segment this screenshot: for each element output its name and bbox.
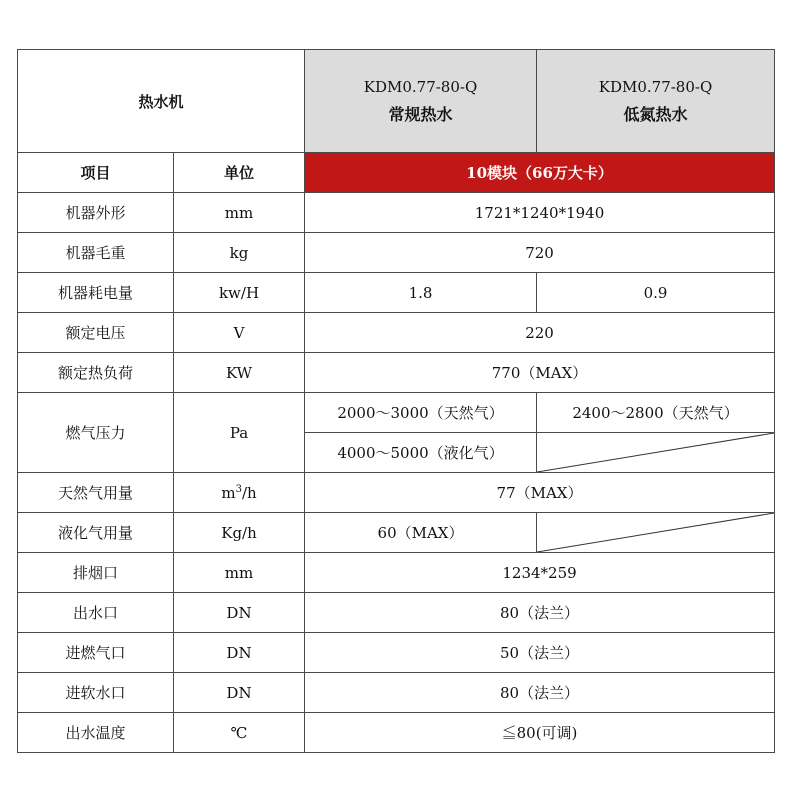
row-label: 天然气用量 <box>18 473 174 513</box>
row-label: 机器毛重 <box>18 233 174 273</box>
row-unit: Pa <box>174 393 305 473</box>
row-value-low-nox: 0.9 <box>537 273 775 313</box>
row-label: 额定热负荷 <box>18 353 174 393</box>
empty-diagonal-cell <box>537 513 775 553</box>
table-row <box>18 473 775 513</box>
row-value: 220 <box>305 313 775 353</box>
row-value-standard: 1.8 <box>305 273 537 313</box>
model-type-standard: 常规热水 <box>388 105 453 124</box>
module-banner: 10模块（66万大卡） <box>305 153 775 193</box>
row-value-standard: 60（MAX） <box>305 513 537 553</box>
model-code-low-nox: KDM0.77-80-Q <box>598 78 713 96</box>
row-label: 机器外形 <box>18 193 174 233</box>
row-value: ≦80(可调) <box>305 713 775 753</box>
table-row <box>18 713 775 753</box>
table-row <box>18 273 775 313</box>
row-unit: kw/H <box>174 273 305 313</box>
row-value: 50（法兰） <box>305 633 775 673</box>
row-label: 出水温度 <box>18 713 174 753</box>
row-label: 进软水口 <box>18 673 174 713</box>
table-row <box>18 233 775 273</box>
column-header-item: 项目 <box>18 153 174 193</box>
table-row <box>18 393 775 433</box>
diagonal-line <box>537 433 774 472</box>
model-cell-low-nox <box>537 50 775 153</box>
table-row <box>18 513 775 553</box>
column-header-unit: 单位 <box>174 153 305 193</box>
row-label: 机器耗电量 <box>18 273 174 313</box>
row-unit: kg <box>174 233 305 273</box>
row-label: 进燃气口 <box>18 633 174 673</box>
unit-superscript: 3 <box>235 483 242 495</box>
unit-base: m <box>221 483 236 502</box>
row-value: 720 <box>305 233 775 273</box>
row-value: 80（法兰） <box>305 673 775 713</box>
row-label: 燃气压力 <box>18 393 174 473</box>
table-row <box>18 553 775 593</box>
row-unit: DN <box>174 633 305 673</box>
table-row <box>18 313 775 353</box>
row-unit: DN <box>174 673 305 713</box>
table-title: 热水机 <box>18 50 305 153</box>
column-header-row <box>18 153 775 193</box>
header-row <box>18 50 775 153</box>
row-label: 排烟口 <box>18 553 174 593</box>
row-unit: KW <box>174 353 305 393</box>
row-value: 770（MAX） <box>305 353 775 393</box>
table-row <box>18 193 775 233</box>
diagonal-line <box>537 513 774 552</box>
row-value: 80（法兰） <box>305 593 775 633</box>
table-row <box>18 593 775 633</box>
row-unit: V <box>174 313 305 353</box>
unit-tail: /h <box>241 483 257 502</box>
row-value-standard-lpg: 4000～5000（液化气） <box>305 433 537 473</box>
row-label: 液化气用量 <box>18 513 174 553</box>
spec-table <box>17 49 775 753</box>
row-unit <box>174 473 305 513</box>
row-value: 77（MAX） <box>305 473 775 513</box>
row-unit: ℃ <box>174 713 305 753</box>
row-value-low-nox-natural: 2400～2800（天然气） <box>537 393 775 433</box>
row-value: 1721*1240*1940 <box>305 193 775 233</box>
table-row <box>18 673 775 713</box>
row-unit: mm <box>174 193 305 233</box>
row-value-standard-natural: 2000～3000（天然气） <box>305 393 537 433</box>
row-label: 出水口 <box>18 593 174 633</box>
table-row <box>18 353 775 393</box>
row-unit: mm <box>174 553 305 593</box>
empty-diagonal-cell <box>537 433 775 473</box>
model-cell-standard <box>305 50 537 153</box>
table-row <box>18 633 775 673</box>
model-code-standard: KDM0.77-80-Q <box>363 78 478 96</box>
row-label: 额定电压 <box>18 313 174 353</box>
row-value: 1234*259 <box>305 553 775 593</box>
row-unit: DN <box>174 593 305 633</box>
model-type-low-nox: 低氮热水 <box>623 105 688 124</box>
row-unit: Kg/h <box>174 513 305 553</box>
